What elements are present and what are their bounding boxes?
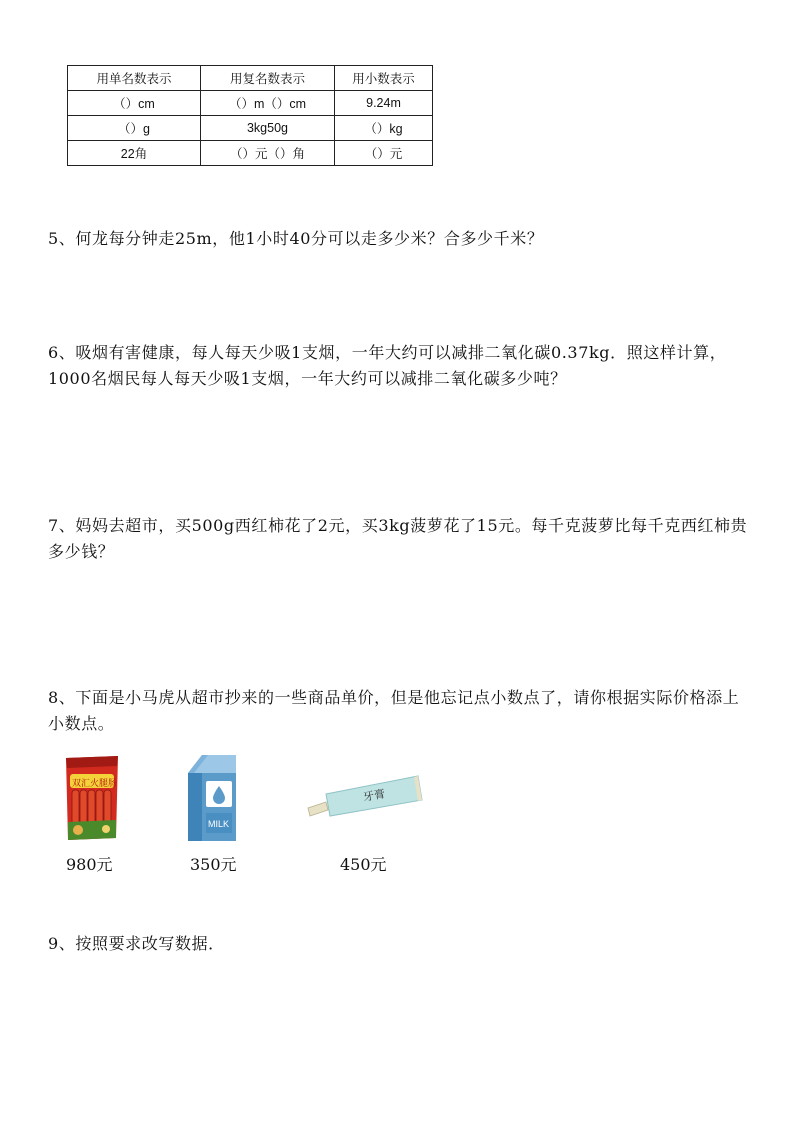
table-header-row: [68, 66, 433, 91]
toothpaste-label: 牙膏: [362, 787, 387, 804]
table-row: [68, 91, 433, 116]
table-cell: 22角: [68, 141, 201, 166]
question-7: 7、妈妈去超市，买500g西红柿花了2元，买3kg菠萝花了15元。每千克菠萝比每千克西红柿贵多少钱？: [48, 516, 748, 561]
sausage-pack-icon: [62, 752, 122, 848]
table-row: [68, 116, 433, 141]
table-cell: （）g: [68, 116, 201, 141]
table-row: [68, 141, 433, 166]
table-cell: 3kg50g: [201, 116, 335, 141]
question-5: 5、何龙每分钟走25m，他1小时40分可以走多少米？合多少千米？: [48, 229, 544, 248]
milk-carton-label: MILK: [208, 819, 230, 829]
question-9: 9、按照要求改写数据．: [48, 934, 225, 953]
unit-conversion-table: [67, 65, 433, 166]
table-header-cell: 用单名数表示: [68, 66, 201, 91]
table-cell: （）元（）角: [201, 141, 335, 166]
question-8: 8、下面是小马虎从超市抄来的一些商品单价，但是他忘记点小数点了，请你根据实际价格添上小数点。: [48, 688, 740, 733]
price-toothpaste: 450元: [340, 855, 387, 874]
toothpaste-icon: [306, 770, 424, 826]
milk-carton-icon: [186, 753, 238, 847]
table-header-cell: 用小数表示: [335, 66, 433, 91]
table-header-cell: 用复名数表示: [201, 66, 335, 91]
sausage-pack-label: 双汇火腿肠: [72, 779, 118, 789]
table-cell: （）元: [335, 141, 433, 166]
table-cell: （）kg: [335, 116, 433, 141]
question-6: 6、吸烟有害健康，每人每天少吸1支烟，一年大约可以减排二氧化碳0.37kg．照这样计算，1000名烟民每人每天少吸1支烟，一年大约可以减排二氧化碳多少吨？: [48, 343, 727, 388]
table-cell: （）cm: [68, 91, 201, 116]
price-milk: 350元: [190, 855, 237, 874]
table-cell: （）m（）cm: [201, 91, 335, 116]
price-sausage: 980元: [66, 855, 113, 874]
table-cell: 9.24m: [335, 91, 433, 116]
